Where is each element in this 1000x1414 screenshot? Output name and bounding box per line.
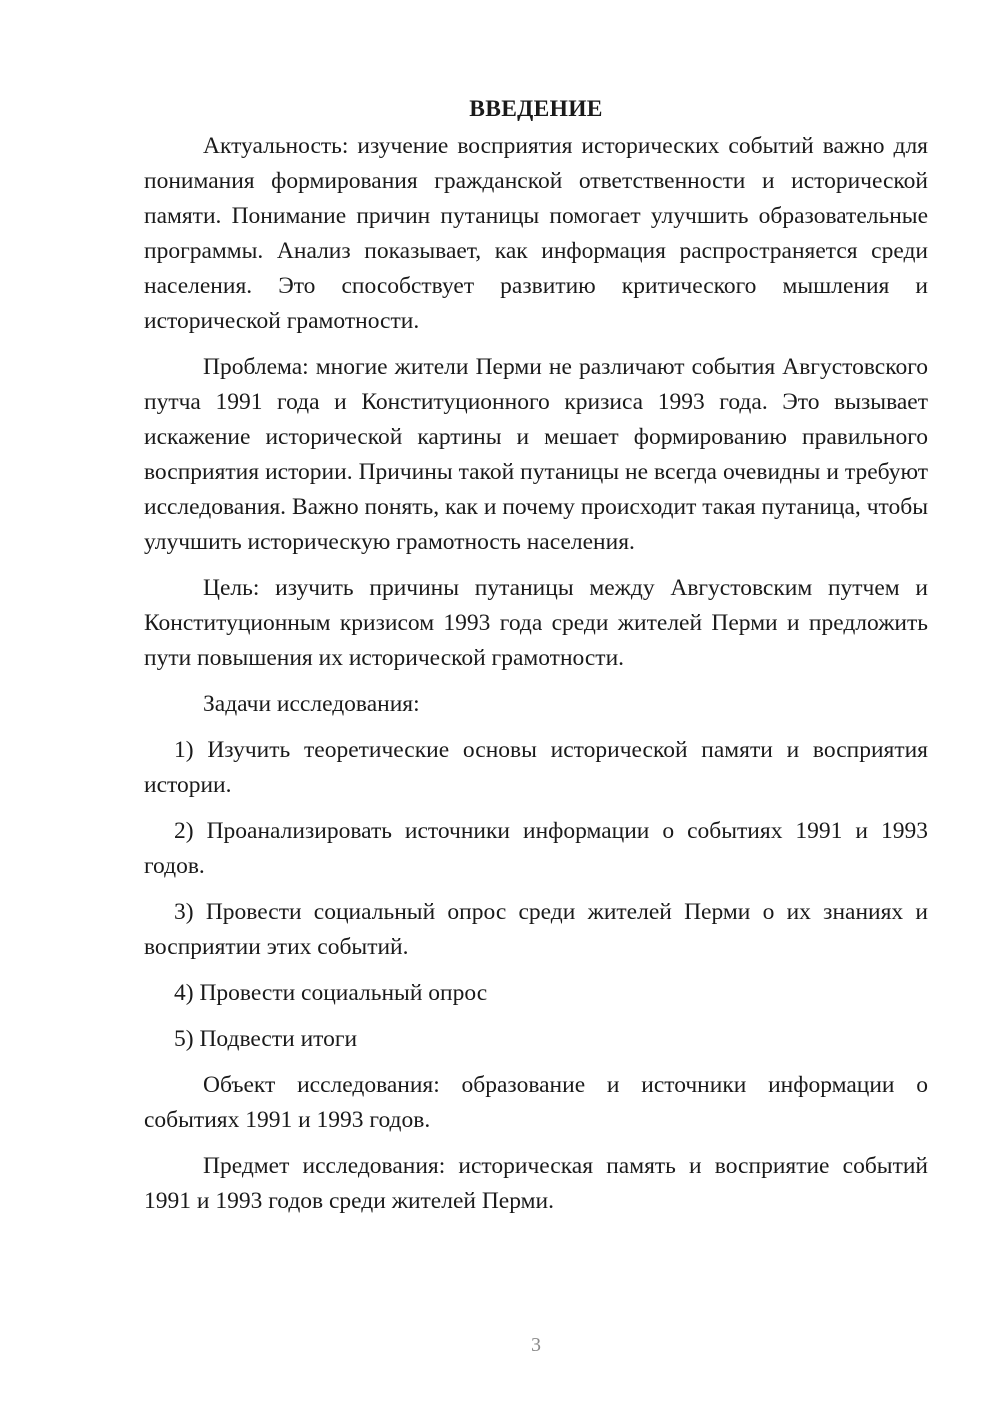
subject-paragraph: Предмет исследования: историческая память и восприятие событий 1991 и 1993 годов среди жителей Перми.	[144, 1153, 928, 1214]
page-number: 3	[531, 1334, 541, 1356]
task-item-4: 4) Провести социальный опрос	[174, 980, 488, 1006]
problem-paragraph: Проблема: многие жители Перми не различают события Августовского путча 1991 года и Конституционного кризиса 1993 года. Это вызывает искажение исторической картины и мешает формированию правильного восприятия истории. Причины такой путаницы не всегда очевидны и требуют исследования. Важно понять, как и почему происходит такая путаница, чтобы улучшить историческую грамотность населения.	[144, 354, 928, 555]
relevance-paragraph: Актуальность: изучение восприятия исторических событий важно для понимания формирования гражданской ответственности и исторической памяти. Понимание причин путаницы помогает улучшить образовательные программы. Анализ показывает, как информация распространяется среди населения. Это способствует развитию критического мышления и исторической грамотности.	[144, 133, 928, 334]
page-title: ВВЕДЕНИЕ	[469, 96, 603, 122]
task-item-1: 1) Изучить теоретические основы исторической памяти и восприятия истории.	[144, 737, 928, 798]
task-item-2: 2) Проанализировать источники информации о событиях 1991 и 1993 годов.	[144, 818, 928, 879]
page-content	[144, 92, 928, 1230]
goal-paragraph: Цель: изучить причины путаницы между Августовским путчем и Конституционным кризисом 1993 года среди жителей Перми и предложить пути повышения их исторической грамотности.	[144, 575, 928, 671]
task-item-5: 5) Подвести итоги	[174, 1026, 358, 1052]
tasks-heading: Задачи исследования:	[203, 691, 420, 717]
task-item-3: 3) Провести социальный опрос среди жителей Перми о их знаниях и восприятии этих событий.	[144, 899, 928, 960]
object-paragraph: Объект исследования: образование и источники информации о событиях 1991 и 1993 годов.	[144, 1072, 928, 1133]
